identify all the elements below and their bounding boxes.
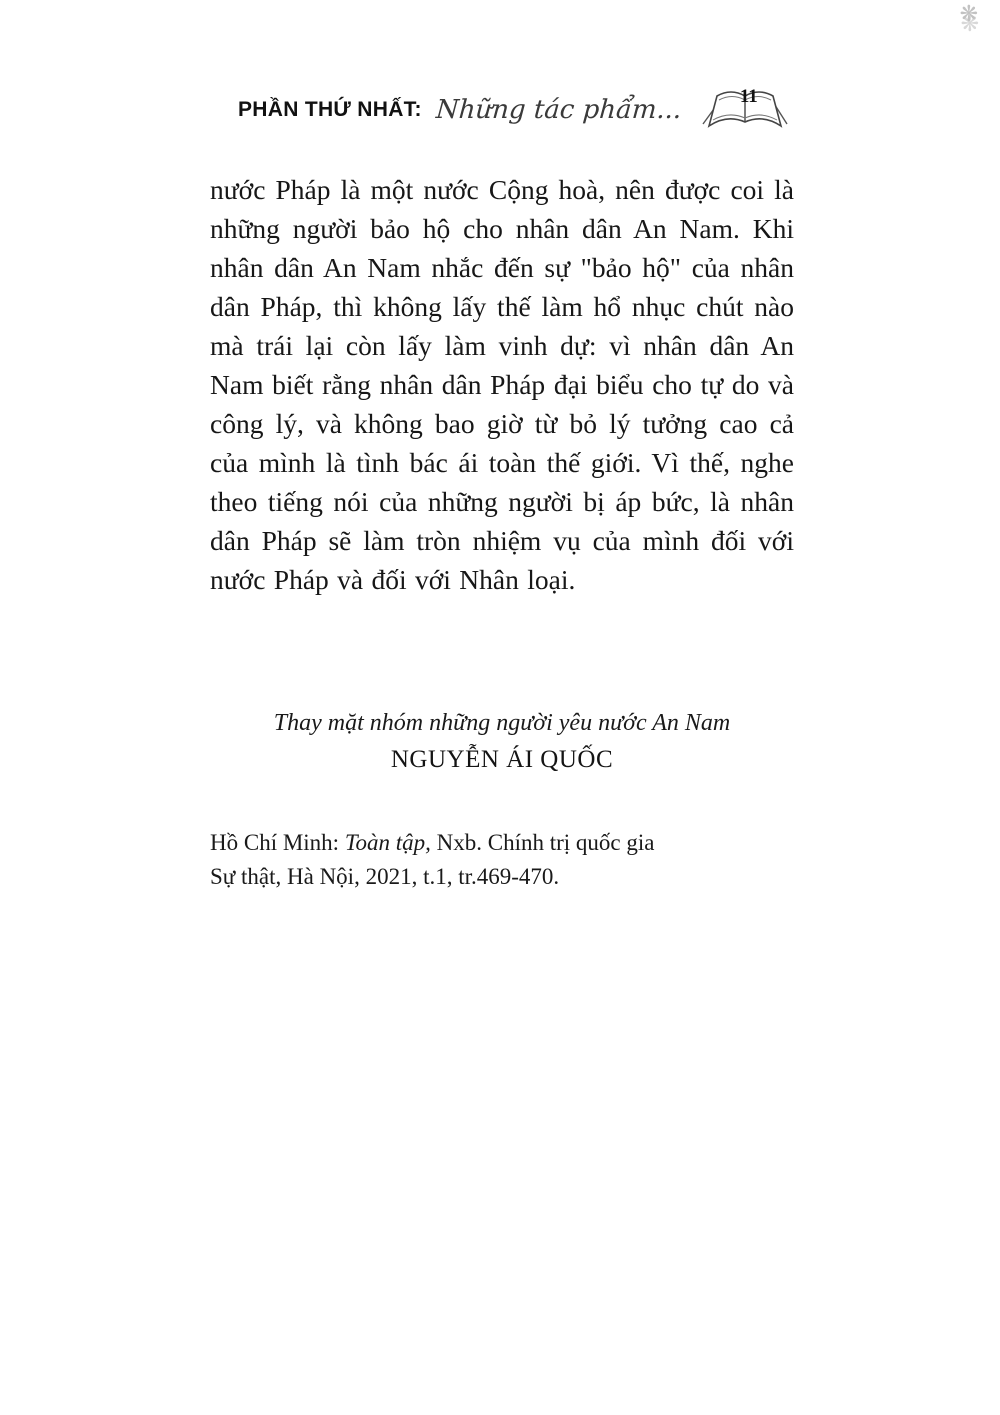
citation-line1-suffix: Nxb. Chính trị quốc gia [430,830,655,855]
flower-watermark-icon: ❋ [959,2,978,27]
citation-line-2: Sự thật, Hà Nội, 2021, t.1, tr.469-470. [210,864,560,889]
signature-author: NGUYỄN ÁI QUỐC [390,746,614,773]
header-section-label: PHẦN THỨ NHẤT: [238,98,422,121]
open-book-icon [699,84,791,136]
citation-line1-prefix: Hồ Chí Minh: [210,830,345,855]
running-header [238,82,788,138]
citation-work-title: Toàn tập, [344,830,431,855]
signature-attribution: Thay mặt nhóm những người yêu nước An Nam [273,710,731,736]
body-paragraph: nước Pháp là một nước Cộng hoà, nên được coi là những người bảo hộ cho nhân dân An Nam. Khi nhân dân An Nam nhắc đến sự "bảo hộ" của nhân dân Pháp, thì không lấy thế làm hổ nhục chút nào mà trái lại còn lấy làm vinh dự: vì nhân dân An Nam biết rằng nhân dân Pháp đại biểu cho tự do và công lý, và không bao giờ từ bỏ lý tưởng cao cả của mình là tình bác ái toàn thế giới. Vì thế, nghe theo tiếng nói của những người bị áp bức, là nhân dân Pháp sẽ làm tròn nhiệm vụ của mình đối với nước Pháp và đối với Nhân loại. [210,174,794,595]
page-number: 11 [739,86,758,107]
citation [210,826,794,894]
signature-block [210,706,794,774]
header-section-title: Những tác phẩm... [434,95,683,125]
citation-line-1 [210,826,794,860]
